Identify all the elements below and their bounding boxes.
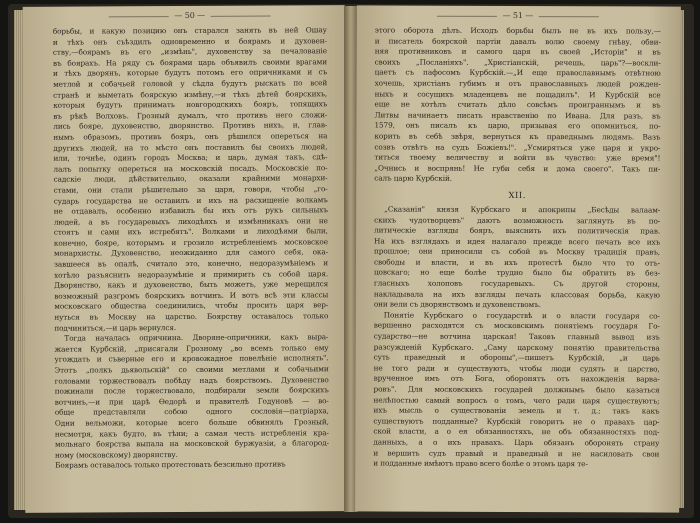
text-line: головами торжествовалъ побѣду надъ боярствомъ. Духовенство <box>54 374 329 386</box>
text-line: монархисты. Духовенство, неожиданно для самого себя, ока- <box>53 247 328 259</box>
text-line: Тогда началась опричнина. Дворяне-опричники, какъ выра- <box>64 332 329 343</box>
text-line: На ихъ взглядахъ и идея налагало прежде всего печать все ихъ <box>374 236 661 247</box>
text-line: жается Курбскій, „присягали Грозному „во всемъ только ему <box>54 343 329 354</box>
page-number: — 50 — <box>53 9 327 22</box>
text-line: накладывала на ихъ взгляды печать классовая борьба, какую <box>373 289 660 300</box>
text-line: которыя будутъ принимать новгородскихъ бояръ, топящихъ <box>53 99 328 110</box>
text-line: стоятъ и сами ихъ истребятъ". Волками и лиходѣями были, <box>53 226 328 237</box>
text-line: хочешь, христіанъ губимъ и отъ православныхъ людей рожден- <box>374 78 661 89</box>
text-line: „Очнись и воспрянь! Не губи себя и дома своего". Такъ пи- <box>374 163 661 174</box>
text-line: сударство—не вотчина царская! Таковъ главный вывод изъ <box>373 331 660 342</box>
chapter-text <box>373 204 660 470</box>
text-line: обще представляли собою одного сословія—патріарха, <box>54 406 329 418</box>
left-page <box>23 5 348 513</box>
text-line: Литвы начинаетъ писать нравственію по Ивана. Для разъ, въ <box>374 110 661 121</box>
text-line: сударь государства не оставилъ и ихъ на расхищеніе волкамъ <box>53 194 328 206</box>
right-page <box>355 5 681 512</box>
text-line: возможный разгромъ боярскихъ вотчинъ. И вотъ всѣ эти классы <box>54 290 329 301</box>
text-line: ской власти, а о ея обязанностяхъ, не объ обязанностяхъ под- <box>373 426 660 437</box>
page-number: — 51 — <box>375 9 661 22</box>
text-line: суть праведный и обороны",—пишетъ Курбскій, „и царь <box>373 352 660 363</box>
text-line: данныхъ, а о ихъ правахъ. Царь обязанъ оборонять страну <box>373 437 660 448</box>
text-line: вершенно расходятся съ московскимъ понятіемъ государя Го- <box>373 320 660 331</box>
text-line: не того ради и существуютъ, чтобы люди судять и царство, <box>373 363 660 374</box>
text-line: еще не хотѣлъ считать дѣло совсѣмъ проиграннымъ и въ <box>374 99 661 110</box>
text-line: няя противниковъ и самого царя въ своей „Исторіи" и въ <box>374 46 661 57</box>
text-line: другихъ людей, на то мѣсто онъ поставилъ бы своихъ людей, <box>53 141 328 153</box>
text-line: и подданные имѣютъ право всего болѣе о этомъ царя те- <box>373 458 588 469</box>
text-line: цовскаго; но еще болѣе трудно было бы обратить въ без- <box>373 267 660 278</box>
text-line: московскаго общества соединились, чтобы просить царя вер- <box>54 300 329 312</box>
text-line: корить въ себѣ звѣря, вернуться къ праведнымъ людямъ. Вазъ <box>374 131 661 142</box>
text-line: гласныхъ холоповъ государевыхъ. Съ другой стороны, <box>373 278 660 289</box>
left-page-text <box>53 25 329 471</box>
text-line: цаетъ съ пафосомъ Курбскій.—„И еще православнымъ отвѣтною <box>374 67 661 78</box>
text-line: стами, они стали рѣшительно за царя, говоря, чтобы „го- <box>53 184 328 195</box>
text-line: угождать и съверные его и кровожадное повелѣніе исполнять". <box>54 353 329 365</box>
text-line: подчиниться,—и царь вернулся. <box>54 322 177 333</box>
text-line: не отдавалъ, особенно избавилъ бы ихъ отъ рукъ сильныхъ <box>53 205 328 216</box>
text-line: нымъ образомъ, противъ бояръ, онъ рѣшился опереться на <box>53 131 328 142</box>
text-line: хотѣло разъяснить недоразумѣніе и примирить съ собой царя. <box>54 268 329 280</box>
text-line: они вели съ дворянствомъ и духовенствомъ. <box>373 299 541 310</box>
text-line: пожинали после торжествовало, подбирали земли боярскихъ <box>54 385 329 396</box>
text-line: созвъ отвѣтъ на судъ Божіевъ!". „Усмиряться уже царя и укро- <box>374 142 661 153</box>
text-line: въ боярахъ. На ряду съ боярами царь объявилъ своими врагами <box>52 57 327 68</box>
text-line: ихъ мысль о существованіи земель и т. д.; такъ какъ <box>373 405 660 416</box>
text-line: людей, а въ государевыхъ лиходѣяхъ и измѣнникахъ они не <box>53 215 328 227</box>
text-line: Одни вельможи, которые всего больше обвинялъ Грозный, <box>54 417 329 428</box>
text-line: вотчинъ,—и при царѣ Ѳедорѣ и правителѣ Годуновѣ — во- <box>54 396 329 407</box>
text-line: Боярамъ оставалось только протестовать безсильно противъ <box>55 459 286 471</box>
text-line: въ рѣкѣ Волховъ. Грозный думалъ, что противъ него сложи- <box>53 110 328 121</box>
text-line: Понятіе Курбскаго о государствѣ и о власти государя со- <box>383 310 660 321</box>
text-line: существуютъ подданные? Курбскій говоритъ не о правахъ цар- <box>373 416 660 427</box>
text-line: прошлое; они приносили съ собой въ Москву традиція правъ, <box>374 246 661 257</box>
text-line: и писатель боярской партіи давалъ волю своему гнѣву, обви- <box>374 36 661 47</box>
text-line: этого оборота дѣлъ. Исходъ борьбы былъ не въ ихъ пользу,— <box>374 25 661 36</box>
text-line: титься твоему величеству и войти въ чувство: уже время"! <box>374 152 661 163</box>
text-line: нуться въ Москву на царство. Боярству оставалось только <box>54 311 329 322</box>
text-line: садскіе люди, дѣйствительно, оказали крайними монархи- <box>53 173 328 184</box>
text-line: борьбы, и какую позицию онъ старался занять въ ней Ошау <box>52 25 327 36</box>
text-line: нелѣпостью самый вопросъ о томъ, чего ради царя существуютъ; <box>373 395 660 406</box>
text-line: врученное имъ отъ Бога, оборонятъ отъ нахожденія варва- <box>373 373 660 384</box>
text-line: конечно, бояре, которымъ и грозило истребленіемъ московское <box>53 237 328 248</box>
text-line: и тѣхъ дворянъ, которые будутъ потомъ его опричниками и съ <box>53 67 328 79</box>
text-line: скихъ чудотворцевъ" даютъ возможность заглянуть въ по- <box>374 214 661 225</box>
text-line: Этотъ „полкъ дьявольскій" со своими метлами и собачьими <box>54 364 329 375</box>
text-line: „Сказанія" князя Курбскаго и апокрипы „Бесѣды валаам- <box>384 204 661 215</box>
text-line: ству,—боярамъ въ его „измѣнь", духовенству за печалованіе <box>52 46 327 57</box>
text-line: и тѣхъ онъ съѣздилъ одновременно и боярамъ и духовен- <box>52 35 327 47</box>
text-line: разсужденій Курбскаго. „Саму царскому понятію правительства <box>373 342 660 353</box>
text-line: ныхъ и сосущихъ младенцевъ не пощадилъ". И Курбскій все <box>374 89 661 100</box>
text-line: метлой и собачьей головой у сѣдла будутъ рыскать по всей <box>53 78 328 89</box>
text-line: лись бояре, духовенство, дворянство. Противъ нихъ, и, глав- <box>53 120 328 132</box>
text-line: свободы и власти, и въ ихъ протестѣ было что то отъ- <box>373 257 661 268</box>
text-line: странѣ и выметать боярскую измѣну,—и тѣхъ дѣтей боярскихъ, <box>53 88 328 100</box>
text-line: своихъ „Посланіяхъ". „Христіанскій, речешь, царь"?—воскли- <box>374 57 661 68</box>
text-line: литическіе взгляды бояръ, выяснить ихъ политическія прав. <box>374 225 661 236</box>
text-line: ровъ". Для московскихъ государей должнымъ было казаться <box>373 384 660 395</box>
text-line: салъ царю Курбскій. <box>374 173 452 184</box>
right-page-text <box>374 25 661 185</box>
text-line: и вершить судъ правый и праведный и не насиловать свои <box>373 448 660 459</box>
text-line: 1579, онъ писалъ къ царю, призывая его опомниться, по- <box>374 120 661 131</box>
text-line: ному (московскому) дворянству. <box>55 449 178 460</box>
text-line: завшееся въ опалѣ, считало это, конечно, недоразумѣніемъ и <box>54 258 329 269</box>
text-line: лалъ попытку опереться на московскій посадъ. Московскіе по- <box>53 162 328 174</box>
text-line: Дворянство, какъ и духовенство, быть можетъ, уже мерещился <box>54 279 329 290</box>
text-line: или, точнѣе, одинъ городъ Москва; и царь, думая такъ, сдѣ- <box>53 152 328 163</box>
text-line: несмотря, какъ будто, въ тѣни; а самая честь истребленія кра- <box>54 427 329 439</box>
text-line: мольнаго боярства выпала на московской буржуазіи, а благород- <box>54 438 329 449</box>
chapter-heading: XII. <box>508 190 526 201</box>
